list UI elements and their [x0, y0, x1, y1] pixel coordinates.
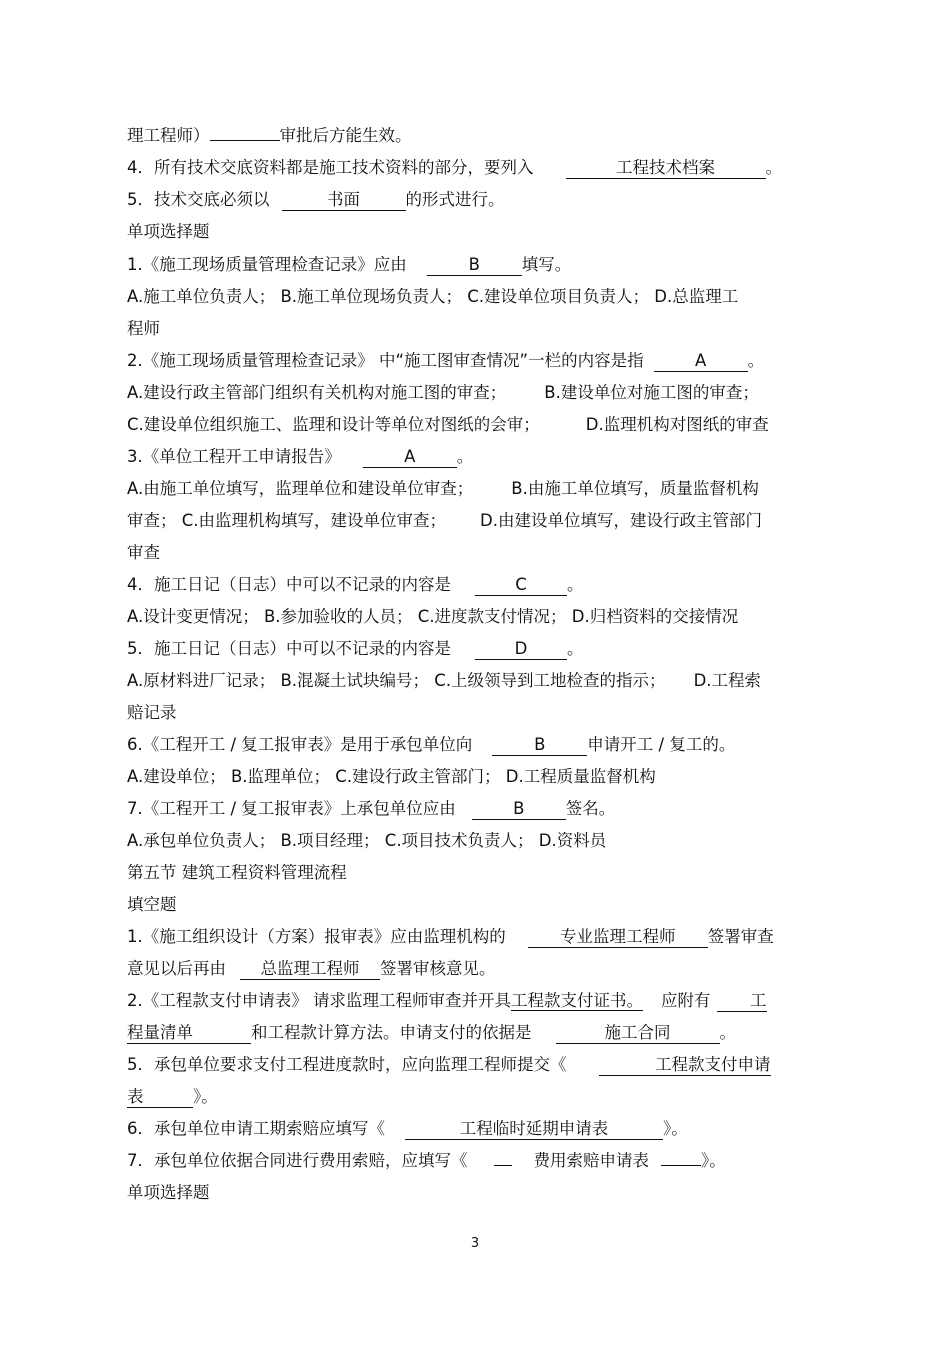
text: 7．承包单位依据合同进行费用索赔，应填写《: [127, 1151, 468, 1170]
text: 5．技术交底必须以: [127, 190, 270, 209]
answer-blank: D: [475, 639, 567, 660]
answer-blank: A: [363, 447, 457, 468]
text-line: [127, 1054, 827, 1076]
text: 审查； C.由监理机构填写，建设单位审查；: [127, 511, 447, 530]
text-line: [127, 1118, 827, 1140]
text: 》。: [663, 1119, 688, 1138]
text: 》。: [193, 1087, 218, 1106]
text-line: [127, 1150, 827, 1172]
text-line: [127, 798, 827, 820]
answer-blank: 专业监理工程师: [528, 927, 708, 948]
text: A.原材料进厂记录； B.混凝土试块编号； C.上级领导到工地检查的指示；: [127, 671, 666, 690]
option-line: [127, 478, 827, 500]
text: 4．所有技术交底资料都是施工技术资料的部分，要列入: [127, 158, 534, 177]
text: 5．施工日记（日志）中可以不记录的内容是: [127, 639, 451, 658]
section-heading: 单项选择题: [127, 222, 210, 241]
text: 。: [456, 447, 474, 466]
answer-blank: 工程款支付申请: [599, 1055, 771, 1076]
text: 1.《施工组织设计（方案）报审表》应由监理机构的: [127, 927, 506, 946]
answer-blank: C: [475, 575, 567, 596]
text-line: [127, 125, 827, 147]
text: 。: [567, 575, 584, 594]
text-line: [127, 926, 827, 948]
text: B.建设单位对施工图的审查；: [544, 383, 759, 402]
text: 2.《工程款支付申请表》 请求监理工程师审查并开具: [127, 991, 511, 1010]
text: 的形式进行。: [405, 190, 505, 209]
option-line: [127, 414, 827, 436]
option-line: A.建设单位； B.监理单位； C.建设行政主管部门； D.工程质量监督机构: [127, 767, 656, 786]
text: 。: [567, 639, 584, 658]
text-line: [127, 638, 827, 660]
text-line: [127, 446, 827, 468]
option-line: A.施工单位负责人； B.施工单位现场负责人； C.建设单位项目负责人； D.总监理工: [127, 287, 739, 306]
answer-blank: 表: [127, 1087, 193, 1108]
text: 应附有: [661, 991, 711, 1010]
underlined-text: 工程款支付证书。: [511, 991, 643, 1010]
text: 6．承包单位申请工期索赔应填写《: [127, 1119, 385, 1138]
text: C.建设单位组织施工、监理和设计等单位对图纸的会审；: [127, 415, 540, 434]
text-line: [127, 574, 827, 596]
text: D.由建设单位填写，建设行政主管部门: [480, 511, 762, 530]
option-line: A.承包单位负责人； B.项目经理； C.项目技术负责人； D.资料员: [127, 831, 607, 850]
text: A.建设行政主管部门组织有关机构对施工图的审查；: [127, 383, 507, 402]
answer-blank: [661, 1165, 701, 1166]
text-line: [127, 1086, 827, 1108]
text: 。: [765, 158, 782, 177]
text: 填写。: [521, 255, 572, 274]
text: 和工程款计算方法。申请支付的依据是: [251, 1023, 532, 1042]
option-line: [127, 510, 827, 532]
section-heading: 单项选择题: [127, 1183, 210, 1202]
answer-blank: 书面: [282, 190, 406, 211]
text: 审批后方能生效。: [279, 126, 412, 145]
text: 3.《单位工程开工申请报告》: [127, 447, 341, 466]
text-line: [127, 350, 827, 372]
text: 申请开工 / 复工的。: [587, 735, 736, 754]
option-line: [127, 382, 827, 404]
text: 签名。: [565, 799, 616, 818]
text: D.监理机构对图纸的审查: [585, 415, 769, 434]
text: D.工程索: [693, 671, 762, 690]
text: 1.《施工现场质量管理检查记录》应由: [127, 255, 407, 274]
text: 理工程师）: [127, 126, 210, 145]
text: 》。: [701, 1151, 726, 1170]
answer-blank: A: [654, 351, 748, 372]
text: 。: [719, 1023, 736, 1042]
text: 7.《工程开工 / 复工报审表》上承包单位应由: [127, 799, 456, 818]
option-line: [127, 670, 827, 692]
answer-blank: [210, 140, 280, 141]
section-heading: 填空题: [127, 895, 177, 914]
text: 意见以后再由: [127, 959, 226, 978]
answer-blank: 施工合同: [556, 1023, 720, 1044]
answer-blank: 工程临时延期申请表: [405, 1119, 663, 1140]
text: 费用索赔申请表: [533, 1151, 649, 1170]
text: A.由施工单位填写，监理单位和建设单位审查；: [127, 479, 474, 498]
text-line: [127, 157, 827, 179]
page-number: 3: [470, 1236, 480, 1251]
text-line: [127, 990, 827, 1012]
answer-blank: 总监理工程师: [240, 959, 380, 980]
text: 签署审核意见。: [380, 959, 496, 978]
answer-blank: 工: [717, 991, 767, 1012]
answer-blank: B: [472, 799, 566, 820]
answer-blank: B: [492, 735, 587, 756]
option-line: A.设计变更情况； B.参加验收的人员； C.进度款支付情况； D.归档资料的交接情况: [127, 607, 739, 626]
text: 签署审查: [707, 927, 774, 946]
text: 6.《工程开工 / 复工报审表》是用于承包单位向: [127, 735, 473, 754]
text-line: [127, 189, 827, 211]
answer-blank: [494, 1165, 512, 1166]
answer-blank: B: [427, 255, 522, 276]
text-line: [127, 734, 827, 756]
option-line: 程师: [127, 319, 160, 338]
text: 5．承包单位要求支付工程进度款时，应向监理工程师提交《: [127, 1055, 567, 1074]
text-line: [127, 958, 827, 980]
text-line: [127, 1022, 827, 1044]
text: B.由施工单位填写，质量监督机构: [511, 479, 759, 498]
text-line: [127, 254, 827, 276]
answer-blank: 程量清单: [127, 1023, 251, 1044]
section-title: 第五节 建筑工程资料管理流程: [127, 863, 347, 882]
text: 4．施工日记（日志）中可以不记录的内容是: [127, 575, 451, 594]
option-line: 赔记录: [127, 703, 177, 722]
answer-blank: 工程技术档案: [566, 158, 766, 179]
text: 。: [747, 351, 765, 370]
text: 2.《施工现场质量管理检查记录》 中“施工图审查情况”一栏的内容是指: [127, 351, 644, 370]
option-line: 审查: [127, 543, 160, 562]
